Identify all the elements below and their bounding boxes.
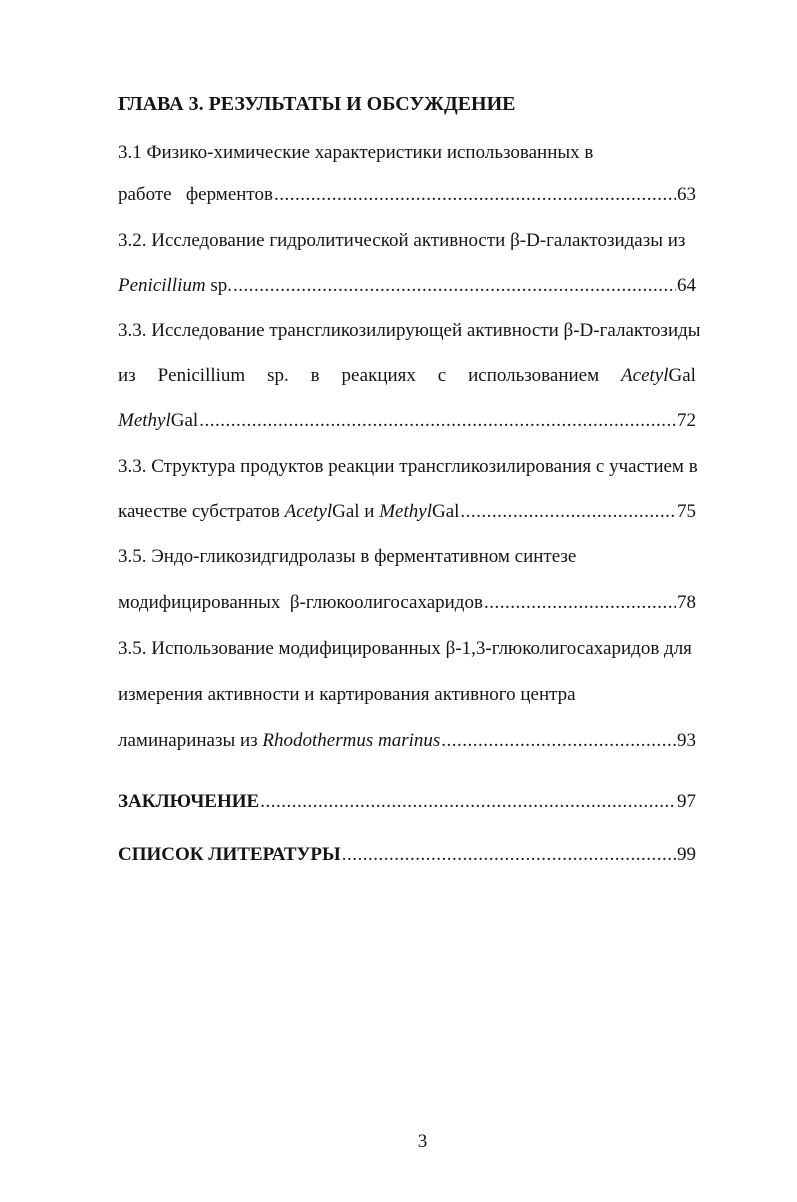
word: реакциях [341, 365, 416, 386]
toc-entry-3-3-line2 [118, 364, 696, 388]
toc-entry-3-5-row[interactable] [118, 591, 696, 615]
toc-leader-dots [274, 183, 676, 207]
word: sp. [267, 365, 289, 386]
toc-entry-3-5b-line2: измерения активности и картирования активного центра [118, 684, 576, 705]
toc-leader-dots [484, 591, 676, 615]
toc-entry-3-2-title: 3.2. Исследование гидролитической активности β-D-галактозидазы из [118, 230, 686, 251]
toc-conclusion-row[interactable] [118, 790, 696, 814]
toc-entry-3-5-title: 3.5. Эндо-гликозидгидролазы в ферментативном синтезе [118, 546, 577, 567]
chapter-heading: ГЛАВА 3. РЕЗУЛЬТАТЫ И ОБСУЖДЕНИЕ [118, 93, 516, 115]
toc-leader-dots [342, 843, 676, 867]
page-number: 3 [417, 1131, 428, 1152]
toc-page-number: 64 [677, 275, 696, 296]
toc-entry-text: Penicillium sp. [118, 275, 232, 296]
toc-entry-3-5b-title: 3.5. Использование модифицированных β-1,3-глюколигосахаридов для [118, 638, 692, 659]
toc-references-row[interactable] [118, 843, 696, 867]
toc-page-number: 78 [677, 592, 696, 613]
toc-entry-text: модифицированных β-глюкоолигосахаридов [118, 592, 483, 613]
word: AcetylGal [621, 365, 696, 386]
toc-entry-3-2-row[interactable] [118, 274, 696, 298]
word: Penicillium [157, 365, 246, 386]
word: в [310, 365, 320, 386]
word: из [118, 365, 136, 386]
word: с [437, 365, 447, 386]
toc-leader-dots [460, 500, 676, 524]
toc-entry-3-1-title: 3.1 Физико-химические характеристики использованных в [118, 142, 594, 163]
toc-entry-3-3-title: 3.3. Исследование трансгликозилирующей активности β-D-галактозиды [118, 320, 701, 341]
word: использованием [468, 365, 600, 386]
toc-page-number: 97 [677, 791, 696, 812]
toc-page-number: 63 [677, 184, 696, 205]
toc-leader-dots [441, 729, 676, 753]
toc-entry-text: работе ферментов [118, 184, 273, 205]
toc-leader-dots [233, 274, 676, 298]
toc-conclusion-label: ЗАКЛЮЧЕНИЕ [118, 791, 260, 812]
toc-leader-dots [260, 790, 676, 814]
toc-entry-text: качестве субстратов AcetylGal и MethylGal [118, 501, 460, 522]
toc-entry-text: MethylGal [118, 410, 199, 431]
toc-references-label: СПИСОК ЛИТЕРАТУРЫ [118, 844, 341, 865]
toc-page-number: 75 [677, 501, 696, 522]
toc-entry-3-3b-title: 3.3. Структура продуктов реакции трансгликозилирования с участием в [118, 456, 698, 477]
toc-entry-3-3b-row[interactable] [118, 500, 696, 524]
toc-entry-3-3-row[interactable] [118, 409, 696, 433]
toc-page-number: 72 [677, 410, 696, 431]
toc-entry-text: ламинариназы из Rhodothermus marinus [118, 730, 441, 751]
toc-leader-dots [199, 409, 676, 433]
toc-entry-3-5b-row[interactable] [118, 729, 696, 753]
toc-page-number: 99 [677, 844, 696, 865]
toc-entry-3-1-row[interactable] [118, 183, 696, 207]
toc-page-number: 93 [677, 730, 696, 751]
